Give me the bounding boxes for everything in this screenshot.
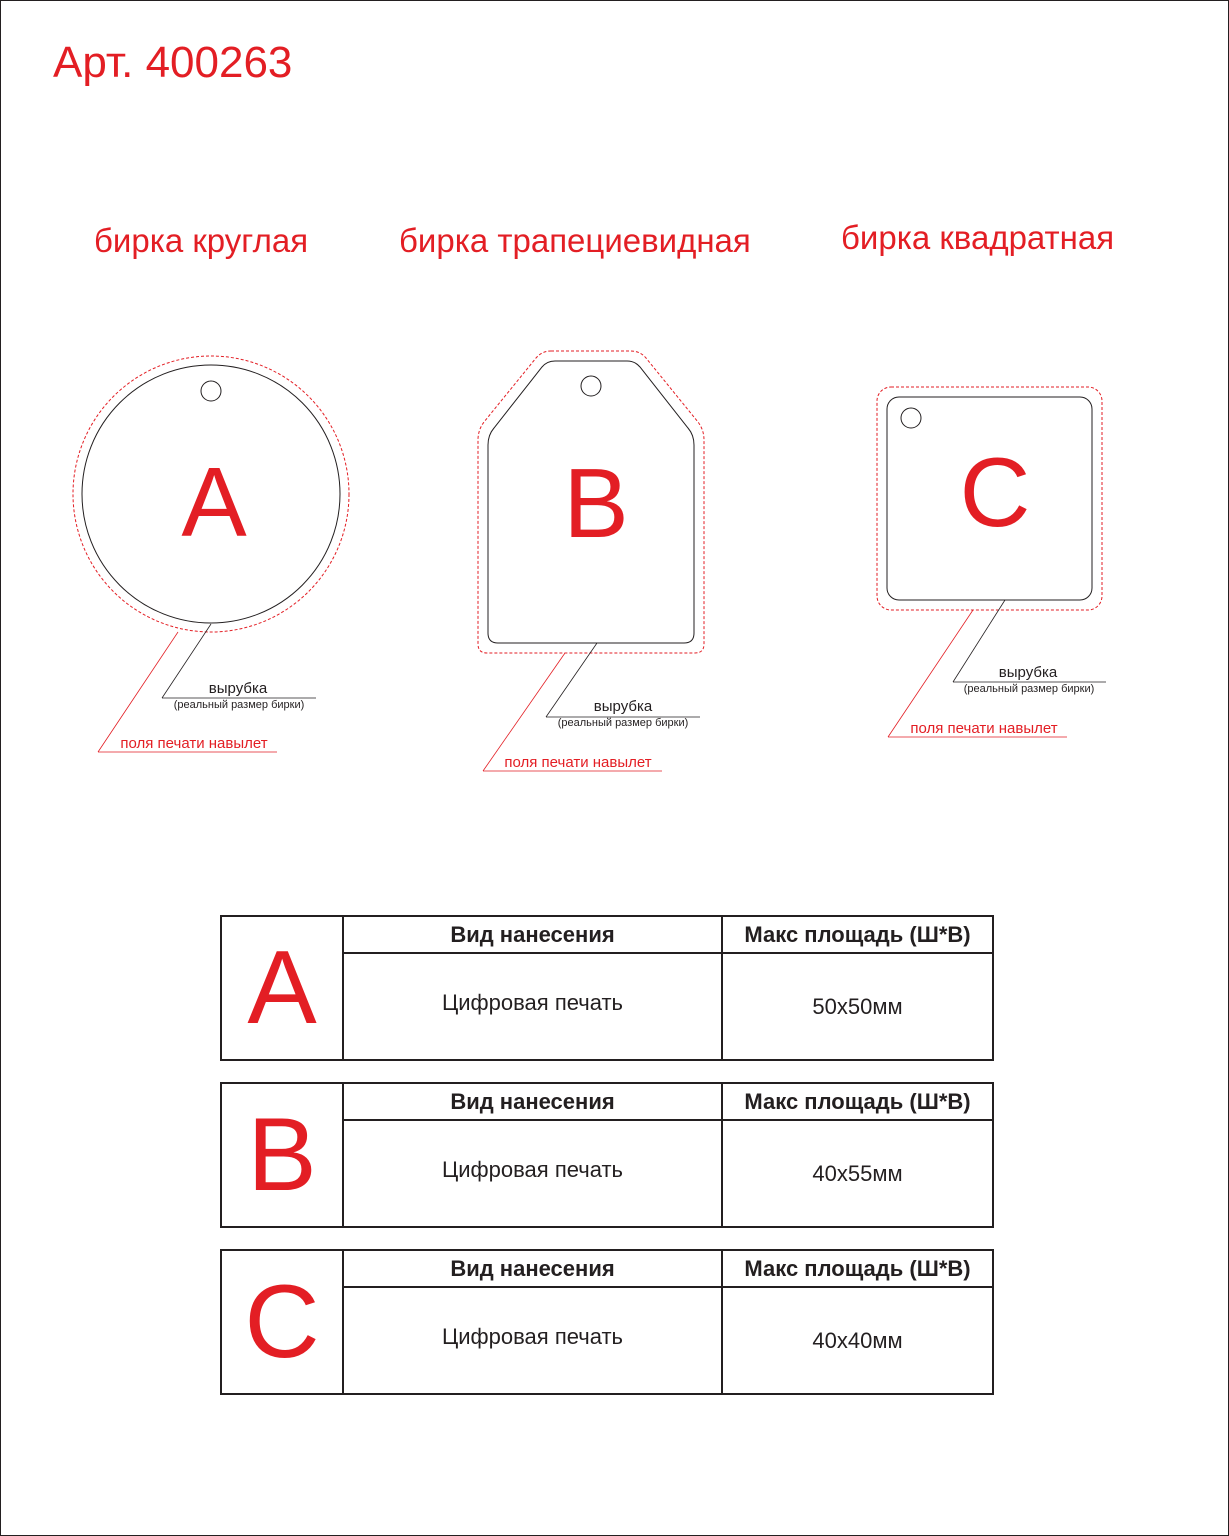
round-letter: A (181, 447, 247, 557)
spec-table-a (220, 915, 994, 1061)
square-tag (877, 387, 1106, 737)
method-header: Вид нанесения (344, 917, 721, 954)
trapezoid-cut-sub: (реальный размер бирки) (557, 717, 689, 729)
method-value: Цифровая печать (441, 1323, 623, 1349)
article-title: Арт. 400263 (53, 38, 293, 87)
square-cut-leader (953, 600, 1005, 682)
round-hole (201, 381, 221, 401)
round-cut-leader (162, 624, 211, 698)
spec-table-c (220, 1249, 994, 1395)
trapezoid-bleed-label: поля печати навылет (504, 754, 652, 771)
tag-title-square: бирка квадратная (841, 219, 1115, 256)
square-cut-label: вырубка (998, 664, 1058, 681)
trapezoid-cut-leader (546, 643, 597, 717)
square-hole (901, 408, 921, 428)
tag-title-trapezoid: бирка трапециевидная (399, 222, 751, 259)
spec-table-b (220, 1082, 994, 1228)
trapezoid-cut-label: вырубка (593, 698, 653, 715)
tag-title-round: бирка круглая (94, 222, 309, 259)
trapezoid-letter: B (563, 448, 629, 558)
trapezoid-tag (478, 351, 704, 771)
spec-letter: A (222, 917, 344, 1059)
area-value: 40х55мм (721, 1121, 992, 1226)
round-bleed-label: поля печати навылет (120, 735, 268, 752)
trapezoid-hole (581, 376, 601, 396)
round-tag (73, 356, 349, 752)
method-header: Вид нанесения (344, 1084, 721, 1121)
square-letter: C (959, 437, 1031, 547)
square-bleed-leader (888, 610, 973, 737)
method-value: Цифровая печать (441, 1156, 623, 1182)
area-value: 50х50мм (721, 954, 992, 1059)
area-value: 40х40мм (721, 1288, 992, 1393)
round-cut-sub: (реальный размер бирки) (173, 699, 305, 711)
square-bleed-label: поля печати навылет (910, 720, 1058, 737)
spec-letter: B (222, 1084, 344, 1226)
method-header: Вид нанесения (344, 1251, 721, 1288)
round-cut-label: вырубка (208, 680, 268, 697)
area-header: Макс площадь (Ш*В) (721, 917, 992, 954)
area-header: Макс площадь (Ш*В) (721, 1251, 992, 1288)
square-cut-sub: (реальный размер бирки) (963, 683, 1095, 695)
method-value: Цифровая печать (441, 989, 623, 1015)
spec-letter: C (222, 1251, 344, 1393)
area-header: Макс площадь (Ш*В) (721, 1084, 992, 1121)
